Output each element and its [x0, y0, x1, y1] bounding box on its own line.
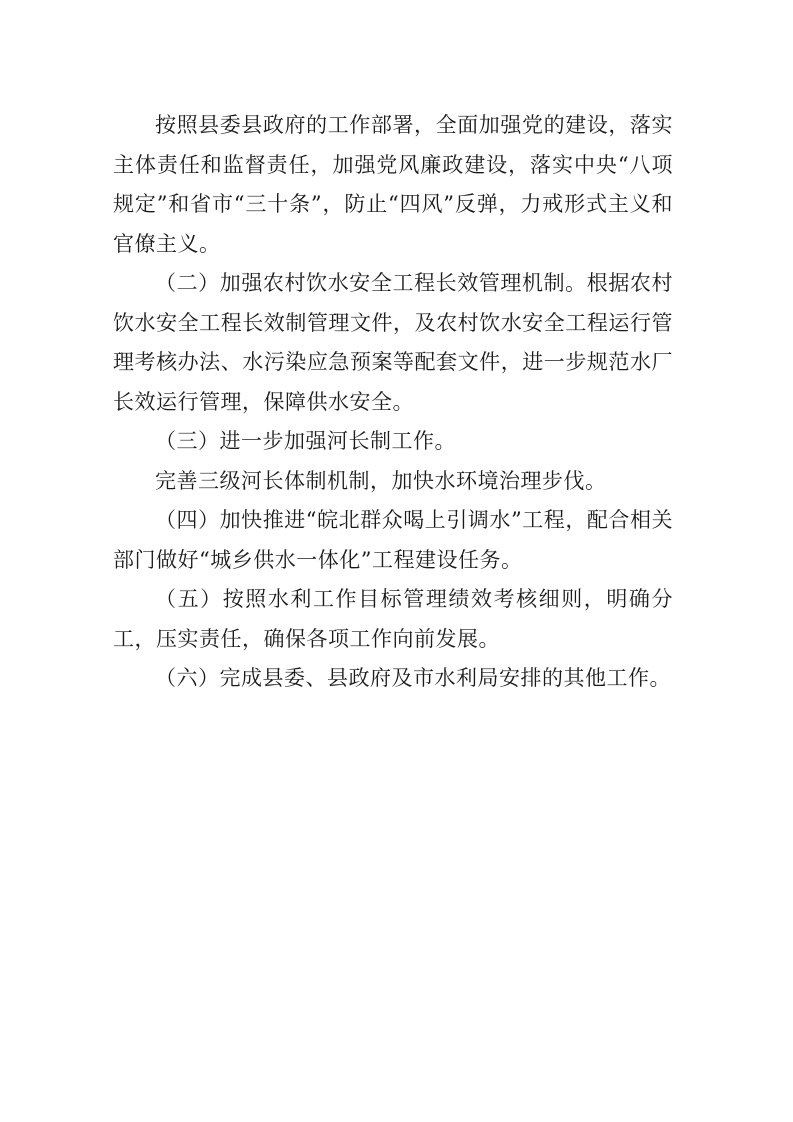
paragraph-water-environment: 完善三级河长体制机制，加快水环境治理步伐。 [155, 468, 607, 493]
paragraph-rural-water-safety: （二）加强农村饮水安全工程长效管理机制。根据农村饮水安全工程长效制管理文件，及农村饮水安全工程运行管理考核办法、水污染应急预案等配套文件，进一步规范水厂长效运行管理，保障供水安全。 [113, 271, 673, 414]
paragraph-water-diversion-project: （四）加快推进“皖北群众喝上引调水”工程，配合相关部门做好“城乡供水一体化”工程建设任务。 [113, 508, 673, 572]
paragraph-other-work: （六）完成县委、县政府及市水利局安排的其他工作。 [155, 666, 671, 690]
paragraph-performance-assessment: （五）按照水利工作目标管理绩效考核细则，明确分工，压实责任，确保各项工作向前发展。 [113, 587, 673, 651]
paragraph-river-chief-system: （三）进一步加强河长制工作。 [155, 429, 456, 453]
paragraph-party-building: 按照县委县政府的工作部署，全面加强党的建设，落实主体责任和监督责任，加强党风廉政建设，落实中央“八项规定”和省市“三十条”，防止“四风”反弹，力戒形式主义和官僚主义。 [113, 113, 673, 256]
document-body [113, 106, 673, 699]
